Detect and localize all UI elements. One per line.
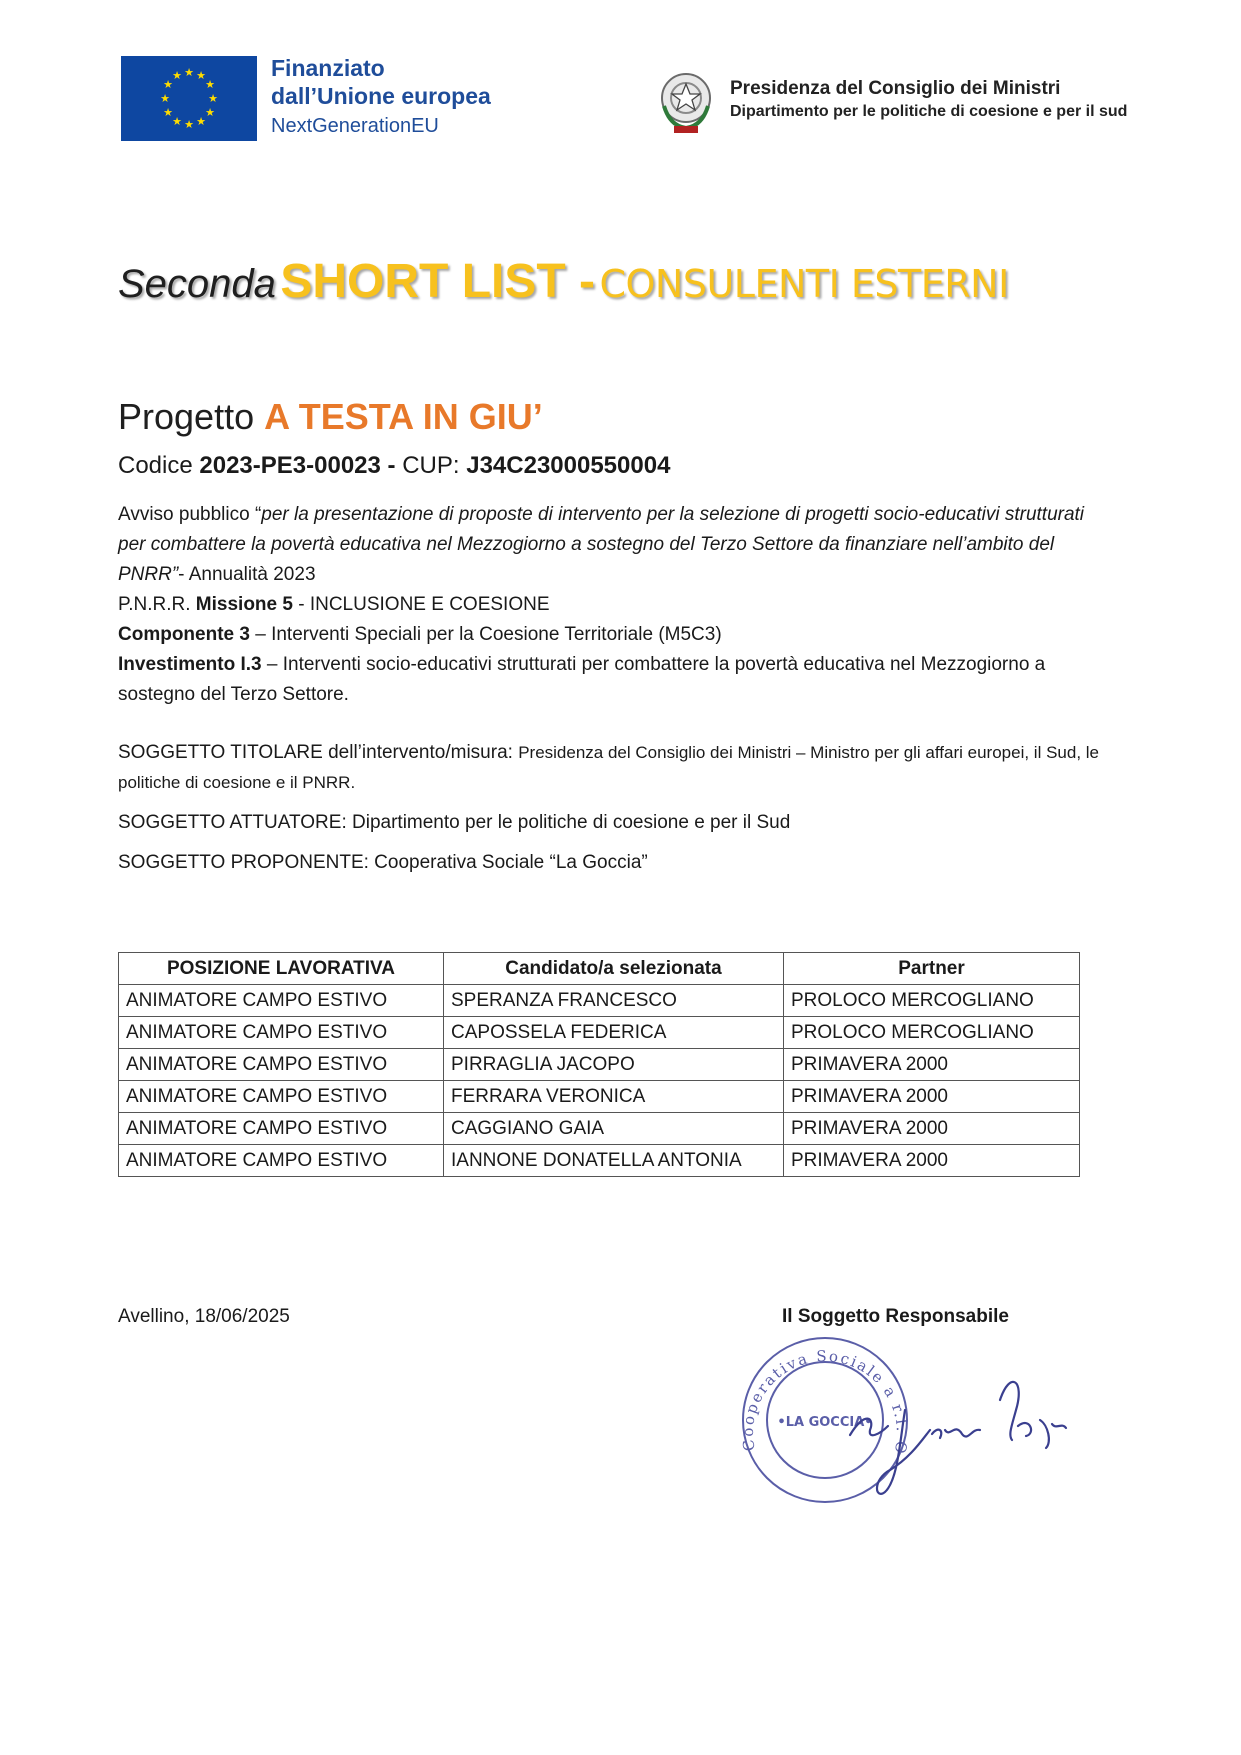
cell-posizione: ANIMATORE CAMPO ESTIVO: [119, 1049, 444, 1081]
cell-posizione: ANIMATORE CAMPO ESTIVO: [119, 1113, 444, 1145]
project-heading: [118, 396, 543, 438]
shortlist-table: [118, 952, 1080, 1177]
cell-posizione: ANIMATORE CAMPO ESTIVO: [119, 1145, 444, 1177]
cup-label: CUP:: [402, 452, 460, 479]
project-code-line: [118, 452, 670, 480]
pnrr-missione: [118, 590, 1108, 620]
avviso-italic: per la presentazione di proposte di intervento per la selezione di progetti socio-educativi strutturati per combattere la povertà educativa nel Mezzogiorno a sostegno del Terzo Settore da finanziare nell’ambito del PNRR”: [118, 504, 1085, 585]
eu-funding-text: [271, 54, 491, 140]
table-row: [119, 1017, 1080, 1049]
stamp-and-signature: [700, 1330, 1080, 1510]
soggetti-section: [118, 738, 1108, 888]
avviso-prefix: Avviso pubblico “: [118, 504, 262, 525]
svg-text:•LA GOCCIA•: •LA GOCCIA•: [777, 1415, 873, 1430]
stamp-icon: [700, 1330, 1080, 1510]
soggetto-proponente: SOGGETTO PROPONENTE: Cooperativa Sociale “La Goccia”: [118, 852, 648, 873]
responsabile-label: Il Soggetto Responsabile: [782, 1306, 1009, 1327]
header-candidato: Candidato/a selezionata: [444, 953, 784, 985]
table-header-row: [119, 953, 1080, 985]
svg-text:★: ★: [196, 69, 206, 82]
cup-code: J34C23000550004: [466, 452, 671, 479]
government-text: [730, 78, 1127, 121]
cell-posizione: ANIMATORE CAMPO ESTIVO: [119, 985, 444, 1017]
project-code: 2023-PE3-00023 -: [199, 452, 396, 479]
place-date: Avellino, 18/06/2025: [118, 1306, 290, 1327]
eu-line2: dall’Unione europea: [271, 83, 491, 109]
cell-candidato: IANNONE DONATELLA ANTONIA: [444, 1145, 784, 1177]
project-name: A TESTA IN GIU’: [264, 396, 543, 437]
cell-partner: PROLOCO MERCOGLIANO: [784, 985, 1080, 1017]
svg-text:★: ★: [160, 92, 170, 105]
cell-candidato: FERRARA VERONICA: [444, 1081, 784, 1113]
pnrr-prefix: P.N.R.R.: [118, 594, 191, 615]
gov-line2: Dipartimento per le politiche di coesione e per il sud: [730, 103, 1128, 120]
eu-stars-icon: [121, 56, 257, 141]
table-row: [119, 985, 1080, 1017]
svg-text:★: ★: [184, 66, 194, 79]
cell-partner: PRIMAVERA 2000: [784, 1081, 1080, 1113]
cell-partner: PROLOCO MERCOGLIANO: [784, 1017, 1080, 1049]
project-description: [118, 500, 1108, 710]
cell-candidato: SPERANZA FRANCESCO: [444, 985, 784, 1017]
table-row: [119, 1081, 1080, 1113]
componente-label: Componente 3: [118, 624, 250, 645]
cell-partner: PRIMAVERA 2000: [784, 1049, 1080, 1081]
svg-text:★: ★: [205, 106, 215, 119]
svg-text:★: ★: [184, 118, 194, 131]
eu-line1: Finanziato: [271, 55, 385, 81]
table-row: [119, 1049, 1080, 1081]
cell-candidato: PIRRAGLIA JACOPO: [444, 1049, 784, 1081]
eu-line3: NextGenerationEU: [271, 115, 439, 137]
soggetto-titolare: [118, 738, 1108, 798]
titolare-value: Presidenza del Consiglio dei Ministri – Ministro per gli affari europei, il Sud, le politiche di coesione e il PNRR.: [118, 743, 1100, 792]
project-label: Progetto: [118, 396, 255, 437]
pnrr-componente: [118, 620, 1108, 650]
document-title: [118, 254, 1009, 309]
header-partner: Partner: [784, 953, 1080, 985]
avviso-paragraph: [118, 500, 1108, 590]
svg-text:★: ★: [205, 78, 215, 91]
cell-posizione: ANIMATORE CAMPO ESTIVO: [119, 1081, 444, 1113]
svg-text:★: ★: [163, 78, 173, 91]
cell-candidato: CAPOSSELA FEDERICA: [444, 1017, 784, 1049]
title-short-list: SHORT LIST -: [280, 255, 596, 308]
header-posizione: POSIZIONE LAVORATIVA: [119, 953, 444, 985]
code-label: Codice: [118, 452, 193, 479]
componente-text: – Interventi Speciali per la Coesione Territoriale (M5C3): [255, 624, 722, 645]
svg-text:★: ★: [163, 106, 173, 119]
cell-partner: PRIMAVERA 2000: [784, 1145, 1080, 1177]
investimento-label: Investimento I.3: [118, 654, 262, 675]
investimento-text: – Interventi socio-educativi strutturati per combattere la povertà educativa nel Mezzogiorno a sostegno del Terzo Settore.: [118, 654, 1046, 705]
table-row: [119, 1113, 1080, 1145]
cell-partner: PRIMAVERA 2000: [784, 1113, 1080, 1145]
eu-flag-logo: [121, 56, 257, 141]
table-row: [119, 1145, 1080, 1177]
cell-candidato: CAGGIANO GAIA: [444, 1113, 784, 1145]
italian-republic-emblem: [656, 66, 716, 138]
missione-text: - INCLUSIONE E COESIONE: [298, 594, 550, 615]
svg-text:★: ★: [172, 115, 182, 128]
soggetto-attuatore: SOGGETTO ATTUATORE: Dipartimento per le politiche di coesione e per il Sud: [118, 812, 791, 833]
gov-line1: Presidenza del Consiglio dei Ministri: [730, 78, 1061, 99]
svg-text:★: ★: [172, 69, 182, 82]
title-consulenti: CONSULENTI ESTERNI: [599, 262, 1009, 306]
titolare-label: SOGGETTO TITOLARE dell’intervento/misura:: [118, 742, 513, 763]
missione-label: Missione 5: [195, 594, 293, 615]
pnrr-investimento: [118, 650, 1108, 710]
svg-text:★: ★: [196, 115, 206, 128]
svg-text:★: ★: [208, 92, 218, 105]
cell-posizione: ANIMATORE CAMPO ESTIVO: [119, 1017, 444, 1049]
emblem-icon: [656, 66, 716, 138]
title-seconda: Seconda: [118, 262, 276, 306]
svg-text:Cooperativa Sociale a r.l. O.N: Cooperativa Sociale a r.l. O: [738, 1346, 912, 1457]
avviso-suffix: - Annualità 2023: [178, 564, 316, 585]
